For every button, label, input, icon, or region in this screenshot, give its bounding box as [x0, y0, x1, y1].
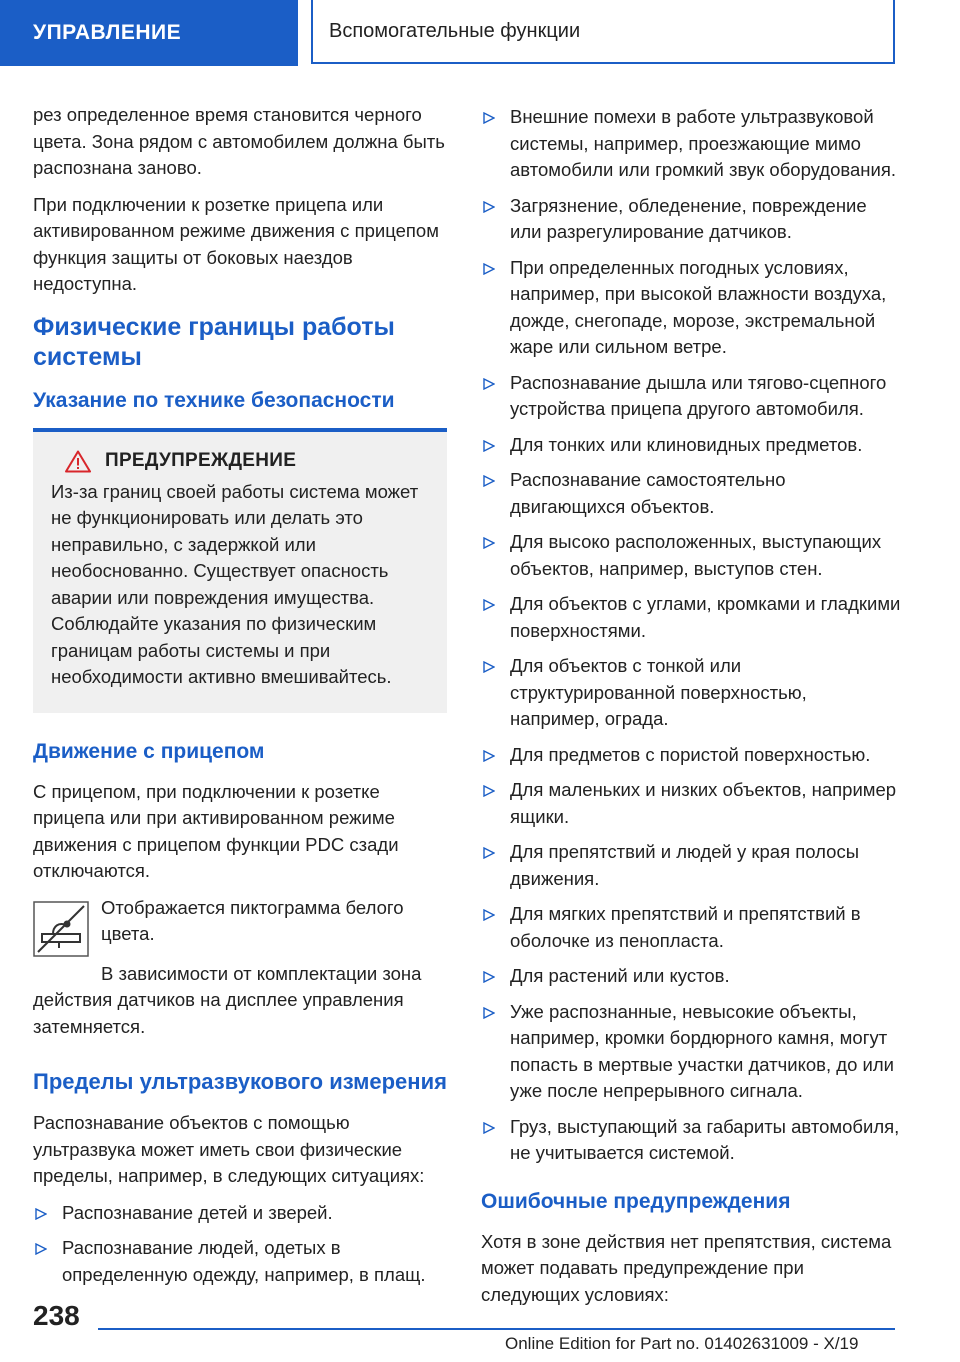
triangle-bullet-icon — [483, 909, 495, 921]
list-item: Распознавание людей, одетых в определенную одежду, например, в плащ. — [33, 1235, 447, 1288]
triangle-bullet-icon — [483, 1122, 495, 1134]
list-item: Для объектов с тонкой или структурированной поверхностью, например, ограда. — [481, 653, 901, 733]
warning-box — [33, 428, 447, 713]
page-number: 238 — [33, 1300, 80, 1331]
ultrasonic-situations-list-left — [33, 1200, 447, 1289]
list-item: Для растений или кустов. — [481, 963, 901, 990]
list-item: Груз, выступающий за габариты автомобиля, не учитывается системой. — [481, 1114, 901, 1167]
sensor-zone-paragraph: В зависимости от комплектации зона действия датчиков на дисплее управления затемняется. — [33, 962, 422, 1037]
triangle-bullet-icon — [483, 263, 495, 275]
triangle-bullet-icon — [483, 847, 495, 859]
warning-title: ПРЕДУПРЕЖДЕНИЕ — [105, 450, 297, 471]
warning-text: Из-за границ своей работы система может не функционировать или делать это неправильно, с задержкой или необоснованно. Существует опасность аварии или повреждения имущества. Соблюдайте указания по физическим границам работы системы и при необходимости активно вмешивайтесь. — [51, 480, 419, 687]
page-header — [0, 0, 960, 66]
triangle-bullet-icon — [483, 537, 495, 549]
triangle-bullet-icon — [35, 1208, 47, 1220]
heading-ultrasonic-limits: Пределы ультразвукового измерения — [33, 1069, 447, 1094]
heading-physical-limits: Физические границы работы системы — [33, 312, 395, 371]
list-item: При определенных погодных условиях, например, при высокой влажности воздуха, дожде, снегопаде, морозе, экстремальной жаре или сильном ветре. — [481, 255, 901, 361]
edition-text: Online Edition for Part no. 01402631009 - X/19 — [505, 1334, 859, 1353]
list-item: Для объектов с углами, кромками и гладкими поверхностями. — [481, 591, 901, 644]
heading-safety-note: Указание по технике безопасности — [33, 388, 395, 412]
trailer-paragraph: С прицепом, при подключении к розетке прицепа или при активированном режиме движения с прицепом функции PDC сзади отключаются. — [33, 780, 399, 881]
list-item: Распознавание дышла или тягово-сцепного устройства прицепа другого автомобиля. — [481, 370, 901, 423]
list-item: Внешние помехи в работе ультразвуковой системы, например, проезжающие мимо автомобили или громкий звук оборудования. — [481, 104, 901, 184]
list-item: Уже распознанные, невысокие объекты, например, кромки бордюрного камня, могут попасть в мертвые участки датчиков, до или уже после непрерывного сигнала. — [481, 999, 901, 1105]
list-item: Для препятствий и людей у края полосы движения. — [481, 839, 901, 892]
trailer-socket-paragraph: При подключении к розетке прицепа или активированном режиме движения с прицепом функция защиты от боковых наездов недоступна. — [33, 193, 439, 294]
triangle-bullet-icon — [483, 440, 495, 452]
list-item: Распознавание самостоятельно двигающихся объектов. — [481, 467, 901, 520]
list-item: Для тонких или клиновидных предметов. — [481, 432, 901, 459]
triangle-bullet-icon — [483, 112, 495, 124]
list-item: Для высоко расположенных, выступающих объектов, например, выступов стен. — [481, 529, 901, 582]
right-column — [481, 104, 901, 1318]
list-item: Для предметов с пористой поверхностью. — [481, 742, 901, 769]
pictogram-block — [33, 895, 447, 957]
intro-paragraph: рез определенное время становится черного цвета. Зона рядом с автомобилем должна быть распознана заново. — [33, 104, 445, 178]
triangle-bullet-icon — [483, 475, 495, 487]
warning-header — [51, 450, 429, 473]
list-item: Загрязнение, обледенение, повреждение или разрегулирование датчиков. — [481, 193, 901, 246]
triangle-bullet-icon — [483, 599, 495, 611]
ultrasonic-situations-list-right — [481, 104, 901, 1167]
triangle-bullet-icon — [483, 1007, 495, 1019]
heading-false-warnings: Ошибочные предупреждения — [481, 1189, 791, 1213]
list-item: Распознавание детей и зверей. — [33, 1200, 447, 1227]
list-item: Для маленьких и низких объектов, например ящики. — [481, 777, 901, 830]
false-warnings-paragraph: Хотя в зоне действия нет препятствия, система может подавать предупреждение при следующих условиях: — [481, 1230, 892, 1305]
page-footer — [0, 1290, 960, 1362]
list-item: Для мягких препятствий и препятствий в оболочке из пенопласта. — [481, 901, 901, 954]
triangle-bullet-icon — [483, 661, 495, 673]
heading-trailer: Движение с прицепом — [33, 739, 265, 763]
trailer-pdc-pictogram-icon — [33, 901, 89, 957]
section-tab: УПРАВЛЕНИЕ — [0, 0, 298, 66]
warning-triangle-icon — [65, 450, 91, 473]
triangle-bullet-icon — [483, 750, 495, 762]
triangle-bullet-icon — [483, 201, 495, 213]
footer-rule — [98, 1328, 895, 1330]
triangle-bullet-icon — [35, 1243, 47, 1255]
pictogram-text: Отображается пиктограмма белого цвета. — [101, 896, 404, 944]
triangle-bullet-icon — [483, 785, 495, 797]
ultrasonic-paragraph: Распознавание объектов с помощью ультразвука может иметь свои физические пределы, например, в следующих ситуациях: — [33, 1112, 425, 1186]
chapter-title: Вспомогательные функции — [311, 0, 895, 64]
triangle-bullet-icon — [483, 378, 495, 390]
left-column — [33, 102, 447, 1297]
triangle-bullet-icon — [483, 971, 495, 983]
